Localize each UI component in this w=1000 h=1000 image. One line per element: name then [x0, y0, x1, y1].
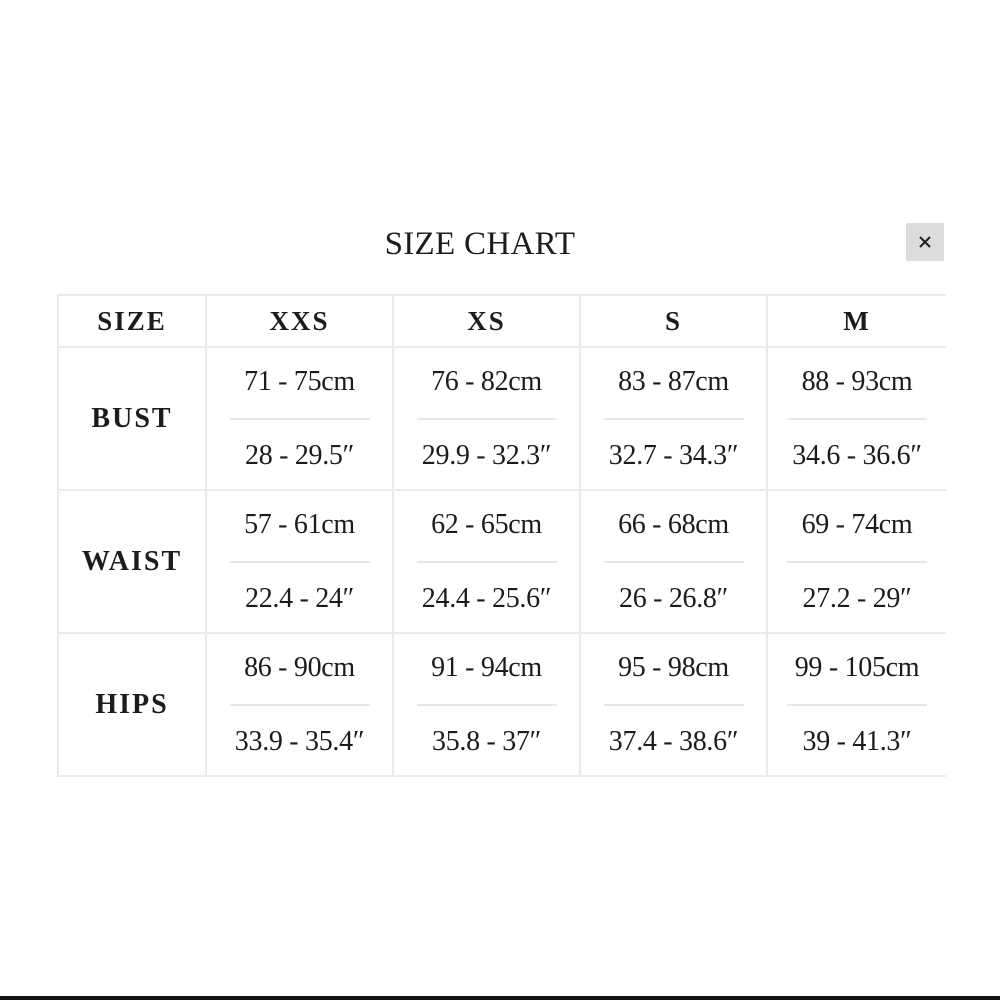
value-inches: 24.4 - 25.6″ [421, 582, 552, 614]
value-inches: 33.9 - 35.4″ [234, 725, 365, 757]
table-cell [580, 633, 767, 776]
value-cm: 91 - 94cm [431, 651, 542, 683]
value-cm: 57 - 61cm [244, 508, 355, 540]
value-inches: 39 - 41.3″ [802, 725, 912, 757]
cell-divider [417, 561, 557, 563]
table-cell [767, 347, 946, 490]
value-inches: 34.6 - 36.6″ [792, 439, 922, 471]
value-cm: 83 - 87cm [618, 365, 729, 397]
value-inches: 35.8 - 37″ [432, 725, 541, 757]
value-cm: 69 - 74cm [801, 508, 913, 540]
cell-divider [604, 704, 744, 706]
value-cm: 66 - 68cm [618, 508, 729, 540]
value-cm: 71 - 75cm [244, 365, 355, 397]
table-cell [580, 347, 767, 490]
close-icon [918, 235, 932, 249]
bottom-rule [0, 996, 1000, 1000]
modal-title: SIZE CHART [384, 226, 576, 262]
table-cell [393, 347, 580, 490]
value-inches: 22.4 - 24″ [245, 582, 354, 614]
value-cm: 86 - 90cm [244, 651, 355, 683]
table-cell [580, 490, 767, 633]
table-cell [393, 633, 580, 776]
value-cm: 95 - 98cm [618, 651, 729, 683]
size-chart-table [57, 294, 946, 777]
value-cm: 88 - 93cm [801, 365, 913, 397]
close-button[interactable] [906, 223, 944, 261]
cell-divider [787, 418, 927, 420]
value-cm: 99 - 105cm [794, 651, 920, 683]
value-inches: 27.2 - 29″ [802, 582, 912, 614]
header-size-xxs: XXS [206, 295, 393, 347]
cell-divider [417, 418, 557, 420]
cell-divider [230, 704, 370, 706]
table-cell [206, 633, 393, 776]
header-size-s: S [580, 295, 767, 347]
table-cell [393, 490, 580, 633]
row-label-bust: BUST [58, 347, 206, 490]
cell-divider [604, 418, 744, 420]
cell-divider [230, 418, 370, 420]
cell-divider [417, 704, 557, 706]
table-cell [206, 347, 393, 490]
table-cell [767, 633, 946, 776]
cell-divider [230, 561, 370, 563]
row-label-hips: HIPS [58, 633, 206, 776]
value-inches: 32.7 - 34.3″ [608, 439, 739, 471]
table-row-hips [58, 633, 946, 776]
cell-divider [604, 561, 744, 563]
row-label-waist: WAIST [58, 490, 206, 633]
table-header-row [58, 295, 946, 347]
cell-divider [787, 561, 927, 563]
table-row-bust [58, 347, 946, 490]
table-cell [206, 490, 393, 633]
header-size-xs: XS [393, 295, 580, 347]
table-row-waist [58, 490, 946, 633]
value-inches: 28 - 29.5″ [245, 439, 354, 471]
header-size-m: M [767, 295, 946, 347]
table-cell [767, 490, 946, 633]
cell-divider [787, 704, 927, 706]
value-inches: 37.4 - 38.6″ [608, 725, 739, 757]
value-cm: 62 - 65cm [431, 508, 542, 540]
value-inches: 29.9 - 32.3″ [421, 439, 552, 471]
value-cm: 76 - 82cm [431, 365, 542, 397]
value-inches: 26 - 26.8″ [619, 582, 728, 614]
header-size-label: SIZE [58, 295, 206, 347]
